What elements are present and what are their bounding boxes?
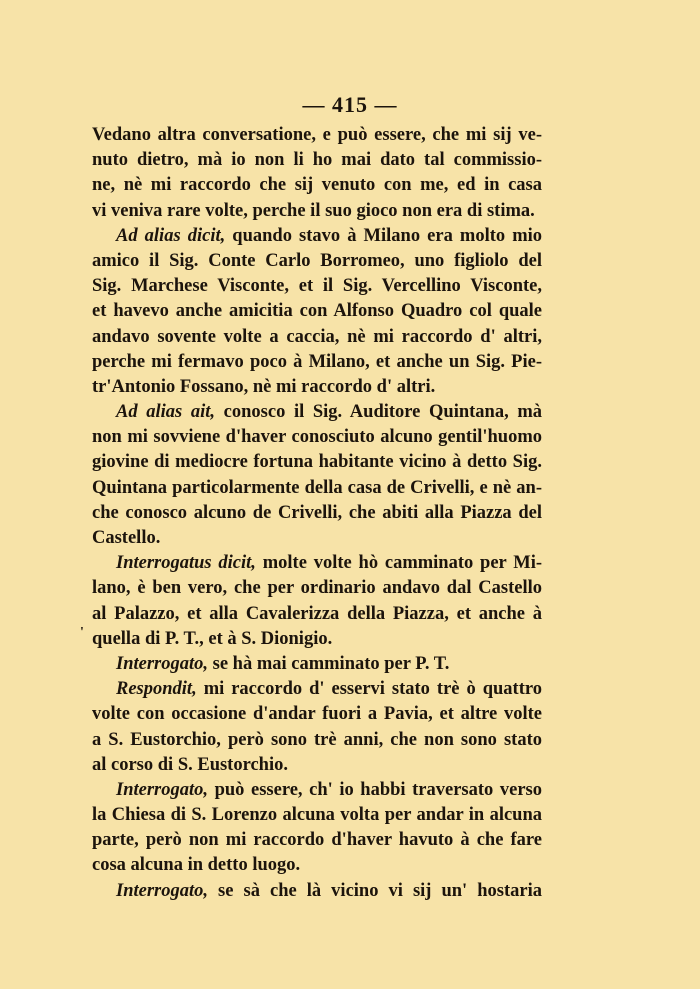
text-line <box>92 627 542 652</box>
line-text: Castello. <box>92 528 161 548</box>
line-text: Vedano altra conversatione, e può essere, che mi sij ve- <box>92 125 542 145</box>
text-line <box>92 173 542 198</box>
text-line <box>92 602 542 627</box>
text-line <box>92 753 542 778</box>
margin-mark: ' <box>80 625 84 640</box>
text-line <box>92 677 542 702</box>
text-line <box>92 425 542 450</box>
text-line <box>92 576 542 601</box>
text-line <box>92 879 542 904</box>
line-text: cosa alcuna in detto luogo. <box>92 855 301 876</box>
line-text: non mi sovviene d'haver conosciuto alcuno gentil'huomo <box>92 427 542 448</box>
line-text: tr'Antonio Fossano, nè mi raccordo d' altri. <box>92 376 436 397</box>
line-text: al Palazzo, et alla Cavalerizza della Piazza, et anche à <box>92 603 542 624</box>
page-number: — 415 — <box>302 92 398 117</box>
text-line <box>92 123 542 148</box>
line-text: al corso di S. Eustorchio. <box>92 754 288 775</box>
line-text: molte volte hò camminato per Mi- <box>255 553 543 574</box>
text-line <box>92 249 542 274</box>
text-line <box>92 501 542 526</box>
text-line <box>92 853 542 878</box>
speaker-label: Interrogatus dicit, <box>116 553 256 574</box>
line-text: Sig. Marchese Visconte, et il Sig. Vercellino Visconte, <box>92 276 542 297</box>
line-text: volte con occasione d'andar fuori a Pavia, et altre volte <box>92 704 542 725</box>
line-text: conosco il Sig. Auditore Quintana, mà <box>215 402 542 423</box>
line-text: parte, però non mi raccordo d'haver havuto à che fare <box>92 830 542 851</box>
text-line <box>92 274 542 299</box>
speaker-label: Interrogato, <box>116 779 209 800</box>
line-text: ne, nè mi raccordo che sij venuto con me, ed in casa <box>92 175 542 196</box>
line-text: lano, è ben vero, che per ordinario andavo dal Castello <box>92 578 542 599</box>
text-line <box>92 803 542 828</box>
speaker-label: Ad alias dicit, <box>116 225 226 246</box>
speaker-label: Respondit, <box>116 679 197 700</box>
line-text: nuto dietro, mà io non li ho mai dato tal commissio- <box>92 150 542 171</box>
text-line <box>92 828 542 853</box>
line-text: et havevo anche amicitia con Alfonso Quadro col quale <box>92 301 542 322</box>
line-text: quella di P. T., et à S. Dionigio. <box>92 628 333 649</box>
text-line <box>92 224 542 249</box>
line-text: perche mi fermavo poco à Milano, et anche un Sig. Pie- <box>92 351 542 372</box>
line-text: mi raccordo d' esservi stato trè ò quattro <box>196 679 542 700</box>
body-text <box>92 123 542 904</box>
text-line <box>92 148 542 173</box>
text-line <box>92 526 542 551</box>
line-text: Quintana particolarmente della casa de Crivelli, e nè an- <box>92 477 542 498</box>
line-text: andavo sovente volte a caccia, nè mi raccordo d' altri, <box>92 326 542 347</box>
line-text: giovine di mediocre fortuna habitante vicino à detto Sig. <box>92 452 542 473</box>
line-text: vi veniva rare volte, perche il suo gioco non era di stima. <box>92 200 535 221</box>
text-line <box>92 778 542 803</box>
text-line <box>92 199 542 224</box>
line-text: la Chiesa di S. Lorenzo alcuna volta per andar in alcuna <box>92 805 542 826</box>
text-line <box>92 375 542 400</box>
text-line <box>92 325 542 350</box>
speaker-label: Interrogato, <box>116 653 209 674</box>
text-line <box>92 400 542 425</box>
text-line <box>92 728 542 753</box>
line-text: quando stavo à Milano era molto mio <box>225 225 542 246</box>
line-text: amico il Sig. Conte Carlo Borromeo, uno figliolo del <box>92 250 542 271</box>
speaker-label: Ad alias ait, <box>116 402 216 423</box>
line-text: se hà mai camminato per P. T. <box>208 653 450 674</box>
line-text: se sà che là vicino vi sij un' hostaria <box>208 880 542 901</box>
text-line <box>92 702 542 727</box>
text-line <box>92 350 542 375</box>
text-line <box>92 450 542 475</box>
line-text: può essere, ch' io habbi traversato verso <box>208 779 542 800</box>
text-line <box>92 652 542 677</box>
speaker-label: Interrogato, <box>116 880 209 901</box>
line-text: a S. Eustorchio, però sono trè anni, che non sono stato <box>92 729 542 750</box>
text-line <box>92 551 542 576</box>
text-line <box>92 299 542 324</box>
text-line <box>92 476 542 501</box>
line-text: che conosco alcuno de Crivelli, che abiti alla Piazza del <box>92 502 542 523</box>
